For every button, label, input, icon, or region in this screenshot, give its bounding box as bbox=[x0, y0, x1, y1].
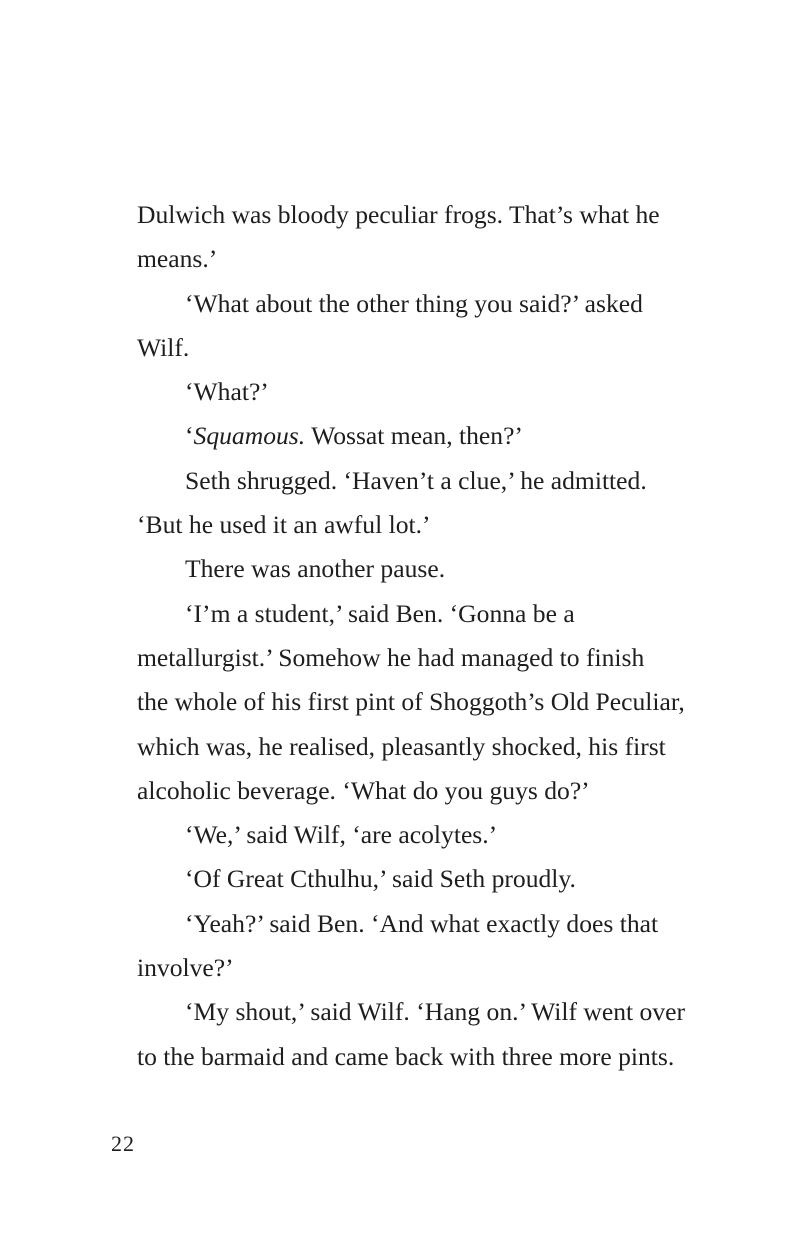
text-line: to the barmaid and came back with three more pints. bbox=[137, 1041, 675, 1071]
text-line: ‘What about the other thing you said?’ asked bbox=[185, 288, 643, 318]
text-line: ‘Yeah?’ said Ben. ‘And what exactly does that bbox=[185, 908, 659, 938]
text-line: Dulwich was bloody peculiar frogs. That’s what he bbox=[137, 200, 660, 229]
line-remainder: Wossat mean, then?’ bbox=[305, 421, 523, 451]
text-line: ‘Of Great Cthulhu,’ said Seth proudly. bbox=[185, 864, 576, 894]
text-line: There was another pause. bbox=[185, 554, 446, 584]
text-line: involve?’ bbox=[137, 953, 234, 983]
text-line: ‘What?’ bbox=[185, 377, 269, 407]
text-line: ‘We,’ said Wilf, ‘are acolytes.’ bbox=[185, 820, 498, 850]
text-line: alcoholic beverage. ‘What do you guys do?’ bbox=[137, 775, 590, 805]
body-text bbox=[137, 193, 686, 1079]
text-line: Wilf. bbox=[137, 332, 190, 362]
opening-quote: ‘ bbox=[185, 421, 194, 451]
text-line: means.’ bbox=[137, 244, 218, 274]
text-line: Seth shrugged. ‘Haven’t a clue,’ he admitted. bbox=[185, 465, 647, 495]
text-line: ‘My shout,’ said Wilf. ‘Hang on.’ Wilf went over bbox=[185, 997, 686, 1027]
page-number: 22 bbox=[111, 1131, 135, 1156]
text-line: ‘I’m a student,’ said Ben. ‘Gonna be a bbox=[185, 598, 575, 628]
text-line: which was, he realised, pleasantly shocked, his first bbox=[137, 731, 666, 761]
text-line: ‘But he used it an awful lot.’ bbox=[137, 510, 431, 540]
text-line bbox=[137, 414, 677, 458]
text-line: the whole of his first pint of Shoggoth’s Old Peculiar, bbox=[137, 687, 685, 717]
text-line: metallurgist.’ Somehow he had managed to finish bbox=[137, 642, 645, 672]
italic-word: Squamous. bbox=[193, 421, 306, 451]
